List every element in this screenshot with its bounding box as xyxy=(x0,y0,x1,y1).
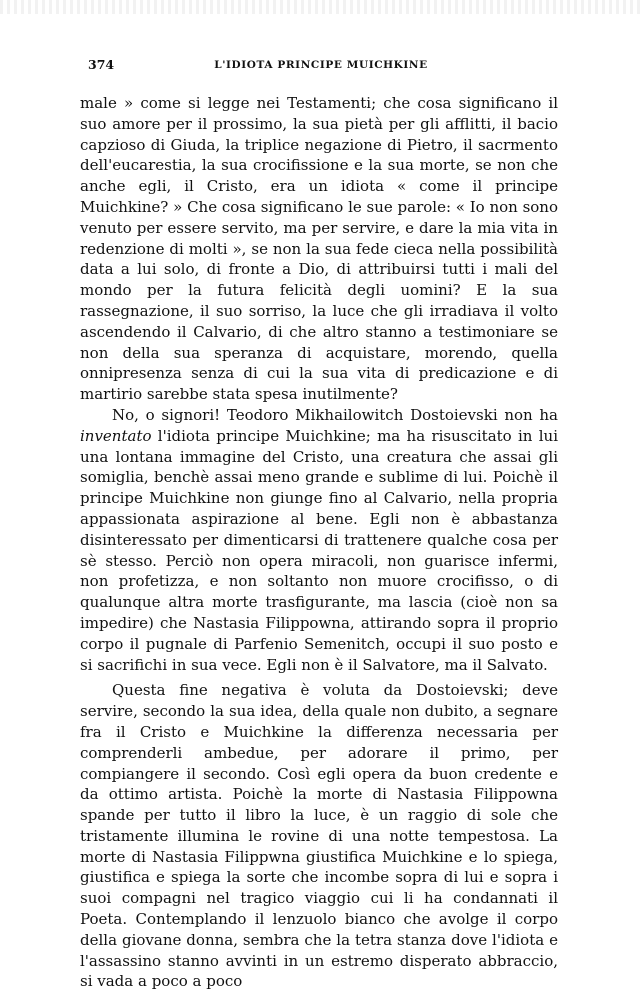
paragraph-3: Questa fine negativa è voluta da Dostoievski; deve servire, secondo la sua idea, della quale non dubito, a segnare fra il Cristo e Muichkine la differenza necessaria per comprenderli ambedue, per adorare il primo, per compiangere il secondo. Così egli opera da buon credente e da ottimo artista. Poichè la morte di Nastasia Filippowna spande per tutto il libro la luce, è un raggio di sole che tristamente illumina le rovine di una notte tempestosa. La morte di Nastasia Filippwna giustifica Muichkine e lo spiega, giustifica e spiega la sorte che incombe sopra di lui e sopra i suoi compagni nel tragico viaggio cui li ha condannati il Poeta. Contemplando il lenzuolo bianco che avolge il corpo della giovane donna, sembra che la tetra stanza dove l'idiota e l'assassino stanno avvinti in un estremo disperato abbraccio, si vada a poco a poco xyxy=(80,681,558,991)
paragraph-2-text-end: l'idiota principe Muichkine; ma ha risuscitato in lui una lontana immagine del Cristo, una creatura che assai gli somiglia, benchè assai meno grande e sublime di lui. Poichè il principe Muichkine non giunge fino al Calvario, nella propria appassionata aspirazione al bene. Egli non è abbastanza disinteressato per dimenticarsi di trattenere qualche cosa per sè stesso. Perciò non opera miracoli, non guarisce infermi, non profetizza, e non soltanto non muore crocifisso, o di qualunque altra morte trasfigurante, ma lascia (cioè non sa impedire) che Nastasia Filippowna, attirando sopra il proprio corpo il pugnale di Parfenio Semenitch, occupi il suo posto e si sacrifichi in sua vece. Egli non è il Salvatore, ma il Salvato. xyxy=(80,426,558,674)
scan-top-border xyxy=(0,0,640,14)
page-number: 374 xyxy=(88,57,115,72)
paragraph-1: male » come si legge nei Testamenti; che cosa significano il suo amore per il prossimo, la sua pietà per gli afflitti, il bacio capzioso di Giuda, la triplice negazione di Pietro, il sacrmento dell'eucarestia, la sua crocifissione e la sua morte, se non che anche egli, il Cristo, era un idiota « come il principe Muichkine? » Che cosa significano le sue parole: « Io non sono venuto per essere servito, ma per servire, e dare la mia vita in redenzione di molti », se non la sua fede cieca nella possibilità data a lui solo, di fronte a Dio, di attribuirsi tutti i mali del mondo per la futura felicità degli uomini? E la sua rassegnazione, il suo sorriso, la luce che gli irradiava il volto ascendendo il Calvario, di che altro stanno a testimoniare se non della sua speranza di acquistare, morendo, quella onnipresenza senza di cui la sua vita di predicazione e di martirio sarebbe stata spesa inutilmente? xyxy=(80,94,558,404)
paragraph-2 xyxy=(80,405,558,675)
running-title: L'IDIOTA PRINCIPE MUICHKINE xyxy=(214,59,428,71)
italic-word: inventato xyxy=(80,426,152,445)
page-header xyxy=(78,57,564,75)
body-text xyxy=(80,93,558,992)
paragraph-2-text-start: No, o signori! Teodoro Mikhailowitch Dostoievski non ha xyxy=(112,405,558,424)
